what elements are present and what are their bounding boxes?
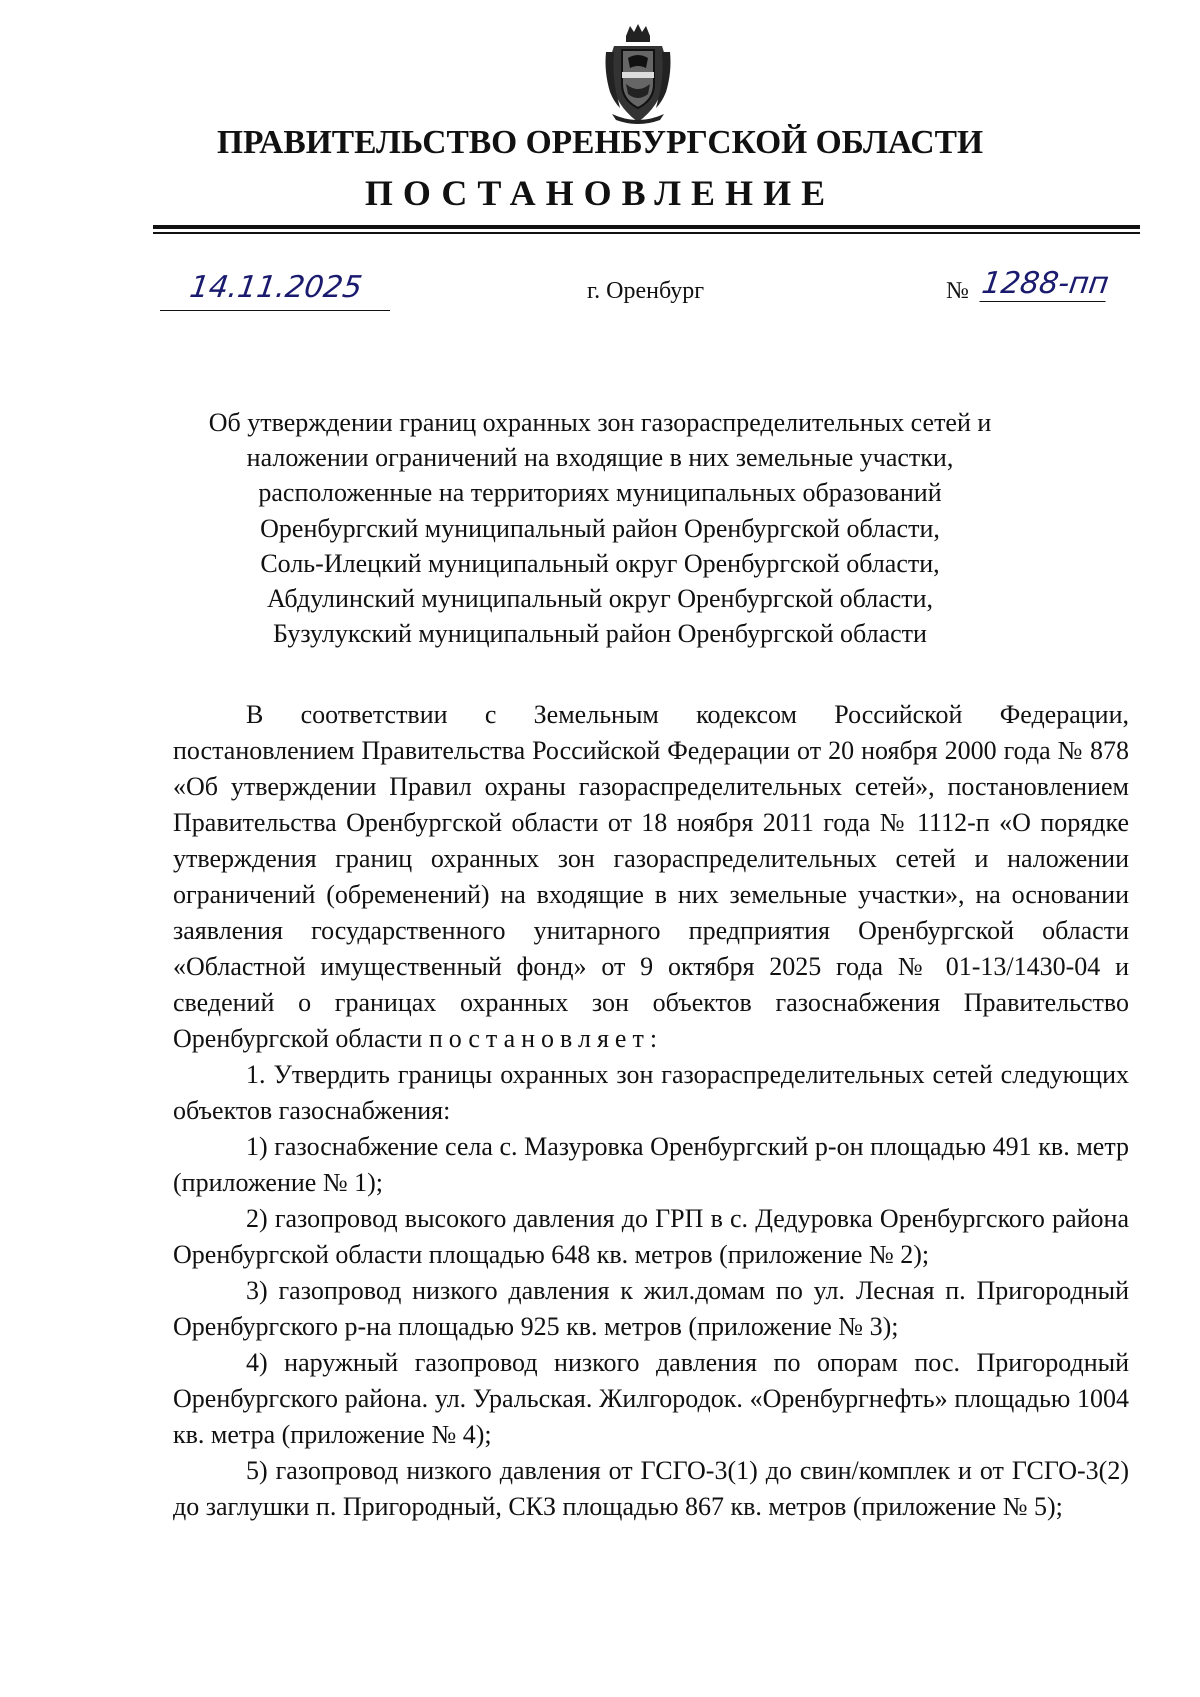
subitem-paragraph: 5) газопровод низкого давления от ГСГО-3(1) до свин/комплек и от ГСГО-3(2) до заглушки п. Пригородный, СКЗ площадью 867 кв. метров (приложение № 5); xyxy=(173,1456,1129,1521)
subitem-paragraph: 4) наружный газопровод низкого давления по опорам пос. Пригородный Оренбургского района. ул. Уральская. Жилгородок. «Оренбургнефть» площадью 1004 кв. метра (приложение № 4); xyxy=(173,1348,1129,1449)
document-body xyxy=(173,697,1129,1525)
subject-line: расположенные на территориях муниципальных образований xyxy=(258,478,942,508)
item-1-paragraph: 1. Утвердить границы охранных зон газораспределительных сетей следующих объектов газоснабжения: xyxy=(173,1060,1129,1125)
document-type-title: ПОСТАНОВЛЕНИЕ xyxy=(364,173,836,213)
number-label: № xyxy=(946,278,969,304)
decree-word: постановляет: xyxy=(428,1024,664,1053)
subject-line: Об утверждении границ охранных зон газораспределительных сетей и xyxy=(208,408,992,437)
subject-line: наложении ограничений на входящие в них земельные участки, xyxy=(246,443,954,473)
subject-line: Соль-Илецкий муниципальный округ Оренбургской области, xyxy=(260,548,940,578)
city-label: г. Оренбург xyxy=(587,278,705,304)
preamble-paragraph xyxy=(173,697,1129,1057)
handwritten-number: 1288-пп xyxy=(979,266,1111,301)
subitem-paragraph: 3) газопровод низкого давления к жил.домам по ул. Лесная п. Пригородный Оренбургского р-на площадью 925 кв. метров (приложение № 3); xyxy=(173,1276,1129,1341)
subject-line: Бузулукский муниципальный район Оренбургской области xyxy=(273,619,927,649)
subject-line: Абдулинский муниципальный округ Оренбургской области, xyxy=(266,584,934,614)
subitem-paragraph: 2) газопровод высокого давления до ГРП в с. Дедуровка Оренбургского района Оренбургской области площадью 648 кв. метров (приложение № 2); xyxy=(173,1204,1129,1269)
subitem-paragraph: 1) газоснабжение села с. Мазуровка Оренбургский р-он площадью 491 кв. метр (приложение № 1); xyxy=(173,1132,1129,1197)
header-divider-thick xyxy=(153,225,1140,229)
header-divider-thin xyxy=(153,232,1140,234)
document-subject xyxy=(0,405,1200,651)
date-field xyxy=(160,270,390,311)
subject-line: Оренбургский муниципальный район Оренбургской области, xyxy=(260,513,940,543)
government-title: ПРАВИТЕЛЬСТВО ОРЕНБУРГСКОЙ ОБЛАСТИ xyxy=(216,124,984,161)
coat-of-arms-icon xyxy=(600,22,676,126)
handwritten-date: 14.11.2025 xyxy=(187,270,365,305)
preamble-text: В соответствии с Земельным кодексом Российской Федерации, постановлением Правительства Российской Федерации от 20 ноября 2000 года № 878 «Об утверждении Правил охраны газораспределительных сетей», постановлением Правительства Оренбургской области от 18 ноября 2011 года № 1112-п «О порядке утверждения границ охранных зон газораспределительных сетей и наложении ограничений (обременений) на входящие в них земельные участки», на основании заявления государственного унитарного предприятия Оренбургской области «Областной имущественный фонд» от 9 октября 2025 года № 01-13/1430-04 и сведений о границах охранных зон объектов газоснабжения Правительство Оренбургской области xyxy=(173,700,1129,1053)
